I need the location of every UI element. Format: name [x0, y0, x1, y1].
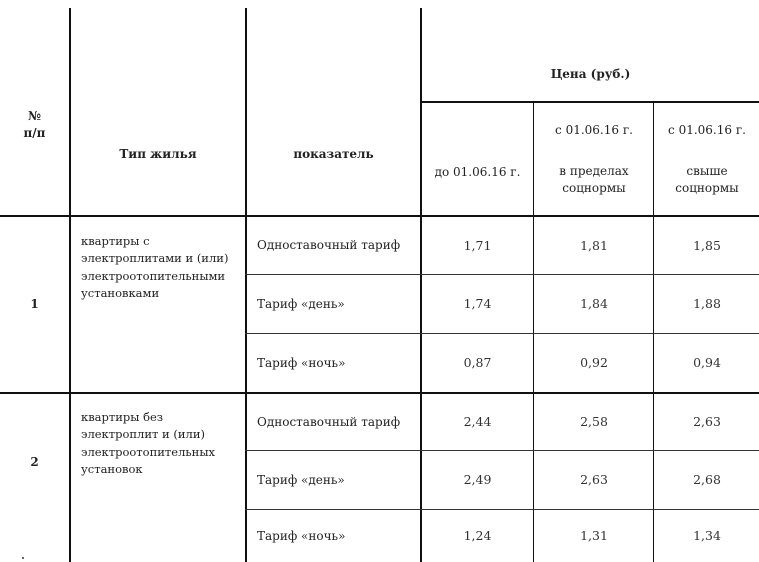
tariff-name: Одноставочный тариф [257, 414, 401, 429]
tariff-name: Тариф «день» [257, 472, 345, 487]
header-col-within-desc: в пределах соцнормы [559, 163, 629, 195]
stray-dot [22, 557, 24, 559]
tariff-value: 2,68 [693, 472, 721, 488]
row-num: 2 [30, 455, 39, 470]
tariff-value: 1,31 [580, 528, 608, 544]
tariff-value: 2,49 [463, 472, 492, 488]
header-col-within-date: с 01.06.16 г. [555, 122, 633, 137]
tariff-value: 2,63 [580, 472, 608, 488]
tariff-value: 1,88 [693, 296, 721, 312]
tariff-value: 2,58 [580, 414, 608, 430]
tariff-value: 1,71 [463, 237, 492, 253]
table-border [653, 102, 654, 562]
housing-type-cell: квартиры без электроплит и (или) электроотопительных установок [81, 410, 215, 476]
tariff-value: 0,94 [693, 355, 721, 371]
table-border [420, 101, 759, 103]
tariff-value: 1,81 [580, 237, 608, 253]
header-indicator: показатель [293, 146, 374, 161]
housing-type-cell: квартиры с электроплитами и (или) электроотопительными установками [81, 234, 229, 300]
tariff-value: 2,44 [463, 414, 492, 430]
tariff-value: 0,87 [463, 355, 492, 371]
tariff-name: Одноставочный тариф [257, 238, 401, 253]
row-num: 1 [30, 297, 39, 312]
header-col-before: до 01.06.16 г. [434, 164, 521, 179]
header-housing-type: Тип жилья [119, 146, 197, 161]
tariff-value: 1,34 [693, 528, 721, 544]
tariff-name: Тариф «ночь» [257, 355, 346, 370]
tariff-value: 2,63 [693, 414, 721, 430]
tariff-value: 1,74 [463, 296, 492, 312]
tariff-value: 1,85 [693, 237, 721, 253]
header-col-above-desc: свыше соцнормы [675, 163, 739, 195]
tariff-value: 1,24 [463, 528, 492, 544]
tariff-value: 1,84 [580, 296, 608, 312]
tariff-name: Тариф «ночь» [257, 528, 346, 543]
header-price: Цена (руб.) [550, 66, 631, 81]
tariff-name: Тариф «день» [257, 296, 345, 311]
header-num: № п/п [23, 109, 46, 140]
header-col-above-date: с 01.06.16 г. [668, 122, 746, 137]
tariff-value: 0,92 [580, 355, 608, 371]
table-border [533, 102, 534, 562]
